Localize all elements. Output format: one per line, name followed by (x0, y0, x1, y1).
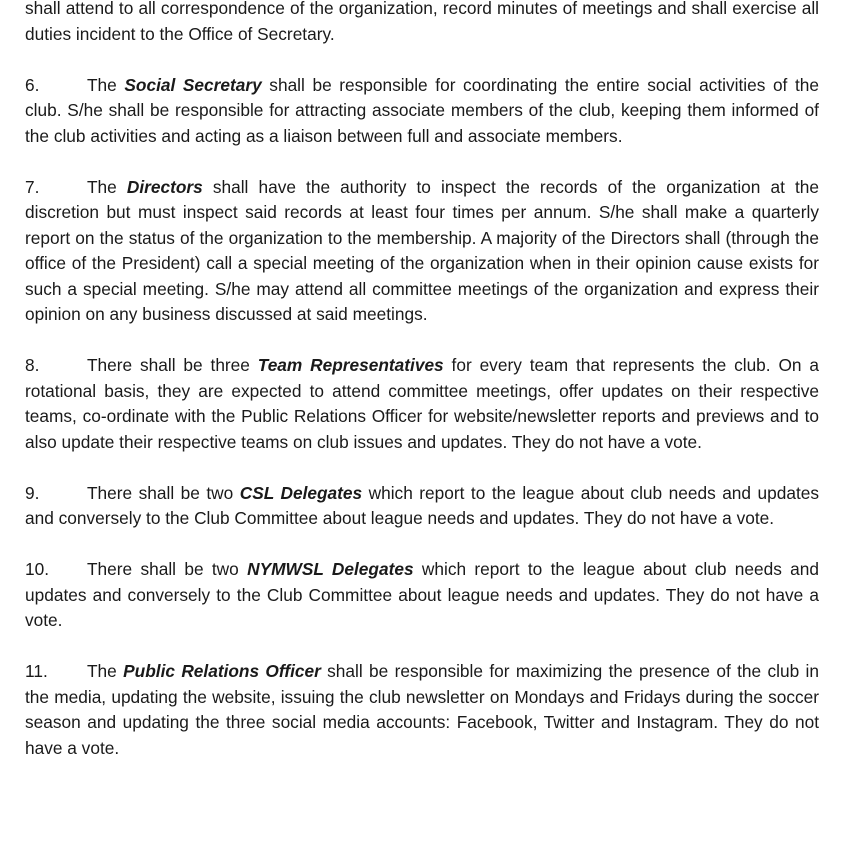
article-number: 6. (25, 74, 40, 95)
article-number: 7. (25, 176, 40, 197)
defined-term: Social Secretary (124, 74, 262, 95)
defined-term: CSL Delegates (239, 482, 363, 503)
article-number: 10. (25, 559, 50, 579)
article-text-after: shall be responsible for maximizing the presence of the club in the media, updating the website, issuing the club newsletter on Mondays and Fridays during the soccer season and updating the three social media accounts: Facebook, Twitter and Instagram. They do not have a vote. (25, 661, 819, 758)
article-text-after: which report to the league about club needs and updates and conversely to the Club Committee about league needs and updates. They do not have a vote. (25, 559, 820, 630)
document-page (25, 0, 819, 787)
article-text-before: There shall be two (87, 482, 240, 503)
defined-term: Directors (126, 176, 203, 197)
article-10-nymwsl-delegates (25, 557, 819, 634)
article-text-before: The (87, 176, 127, 197)
article-number: 11. (25, 661, 48, 681)
article-6-social-secretary (25, 73, 819, 150)
article-7-directors (25, 175, 819, 328)
article-8-team-representatives (25, 353, 819, 455)
article-11-public-relations-officer (25, 659, 819, 761)
article-text-after: for every team that represents the club. On a rotational basis, they are expected to attend committee meetings, offer updates on their respective teams, co-ordinate with the Public Relations Officer for website/newsletter reports and previews and to also update their respective teams on club issues and updates. They do not have a vote. (25, 355, 819, 452)
article-text-after: which report to the league about club needs and updates and conversely to the Club Committee about league needs and updates. They do not have a vote. (25, 482, 820, 528)
article-text-after: shall have the authority to inspect the records of the organization at the discretion but must inspect said records at least four times per annum. S/he shall make a quarterly report on the status of the organization to the membership. A majority of the Directors shall (through the office of the President) call a special meeting of the organization when in their opinion cause exists for such a special meeting. S/he may attend all committee meetings of the organization and express their opinion on any business discussed at said meetings. (25, 176, 819, 324)
defined-term: Team Representatives (257, 355, 444, 375)
continuation-paragraph (25, 0, 819, 47)
article-text-after: shall be responsible for coordinating the entire social activities of the club. S/he shall be responsible for attracting associate members of the club, keeping them informed of the club activities and acting as a liaison between full and associate members. (25, 74, 819, 146)
article-text-before: There shall be three (87, 355, 258, 375)
paragraph-text: shall attend to all correspondence of the organization, record minutes of meetings and shall exercise all duties incident to the Office of Secretary. (25, 0, 819, 44)
defined-term: NYMWSL Delegates (247, 559, 414, 579)
defined-term: Public Relations Officer (123, 661, 321, 681)
article-text-before: The (87, 661, 124, 681)
article-number: 8. (25, 355, 40, 375)
article-text-before: There shall be two (87, 559, 248, 579)
article-number: 9. (25, 482, 40, 503)
article-9-csl-delegates (25, 481, 819, 532)
article-text-before: The (87, 74, 125, 95)
